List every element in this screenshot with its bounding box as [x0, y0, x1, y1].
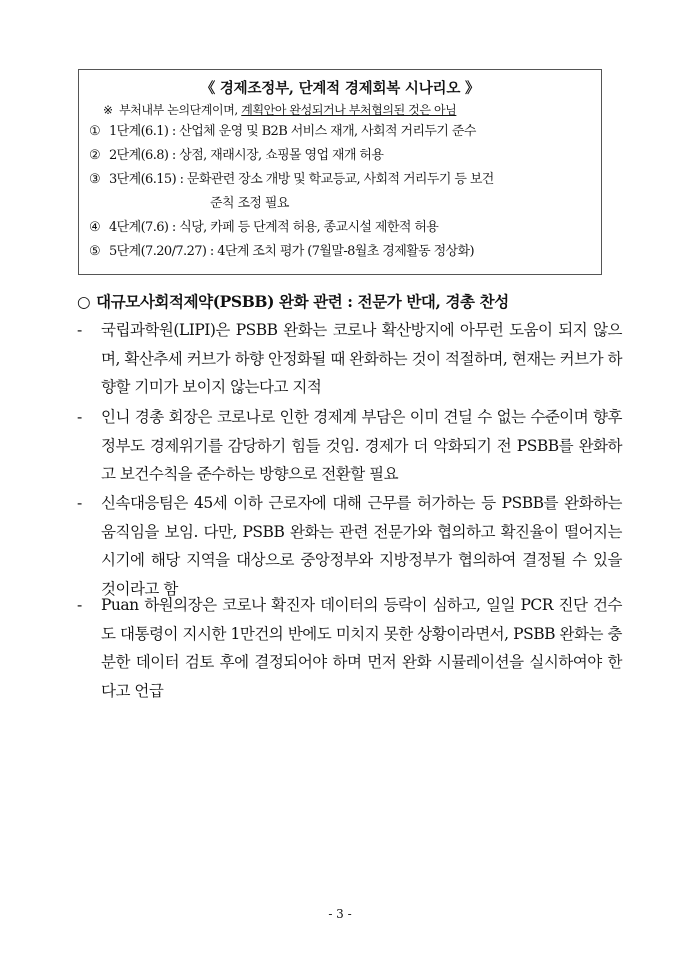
stage-item-3: [89, 168, 601, 192]
note-underlined-text: 계획안아 완성되거나 부처협의된 것은 아님: [241, 103, 457, 117]
bullet-text: 인니 경총 회장은 코로나로 인한 경제계 부담은 이미 견딜 수 없는 수준이며 향후 정부도 경제위기를 감당하기 힘들 것임. 경제가 더 악화되기 전 PSBB를 완화하고 보건수칙을 준수하는 방향으로 전환할 필요: [101, 408, 622, 483]
bullet-item: [77, 591, 622, 705]
bullet-text: 국립과학원(LIPI)은 PSBB 완화는 코로나 확산방지에 아무런 도움이 되지 않으며, 확산추세 커브가 하향 안정화될 때 완화하는 것이 적절하며, 현재는 커브가 하향할 기미가 보이지 않는다고 지적: [101, 321, 622, 396]
scenario-box-note: [103, 100, 601, 120]
stage-number: ①: [89, 124, 101, 139]
stage-item-5: [89, 240, 601, 264]
note-plain-text: 부처내부 논의단계이며,: [119, 103, 238, 117]
stage-text: 2단계(6.8) : 상점, 재래시장, 쇼핑몰 영업 재개 허용: [109, 148, 384, 163]
bullet-text: 신속대응팀은 45세 이하 근로자에 대해 근무를 허가하는 등 PSBB를 완화하는 움직임을 보임. 다만, PSBB 완화는 관련 전문가와 협의하고 확진율이 떨어지는 시기에 해당 지역을 대상으로 중앙정부와 지방정부가 협의하여 결정될 수 있을 것이라고 함: [101, 494, 622, 598]
stage-item-1: [89, 120, 601, 144]
scenario-box: [78, 69, 602, 275]
section-heading-text: 대규모사회적제약(PSBB) 완화 관련 : 전문가 반대, 경총 찬성: [96, 292, 509, 311]
section-heading: [77, 289, 617, 315]
bullet-dash: -: [77, 408, 82, 426]
stage-number: ⑤: [89, 244, 101, 259]
stage-number: ④: [89, 220, 101, 235]
bullet-item: [77, 316, 622, 402]
stage-text: 1단계(6.1) : 산업체 운영 및 B2B 서비스 재개, 사회적 거리두기 준수: [109, 124, 476, 139]
bullet-dash: -: [77, 321, 82, 339]
stage-number: ③: [89, 172, 101, 187]
bullet-dash: -: [77, 596, 82, 614]
bullet-item: [77, 489, 622, 603]
page-number: - 3 -: [328, 907, 352, 921]
note-mark: ※: [103, 103, 113, 117]
stage-item-2: [89, 144, 601, 168]
bullet-item: [77, 403, 622, 489]
stage-item-4: [89, 216, 601, 240]
stage-item-3-continuation: 준칙 조정 필요: [210, 196, 289, 211]
section-marker: ○: [77, 293, 91, 311]
stage-text: 3단계(6.15) : 문화관련 장소 개방 및 학교등교, 사회적 거리두기 등 보건: [109, 172, 494, 187]
stage-number: ②: [89, 148, 101, 163]
stage-text: 4단계(7.6) : 식당, 카페 등 단계적 허용, 종교시설 제한적 허용: [109, 220, 439, 235]
bullet-dash: -: [77, 494, 82, 512]
stage-text: 5단계(7.20/7.27) : 4단계 조치 평가 (7월말-8월초 경제활동 정상화): [109, 244, 474, 259]
scenario-box-title: 《 경제조정부, 단계적 경제회복 시나리오 》: [200, 80, 480, 97]
bullet-text: Puan 하원의장은 코로나 확진자 데이터의 등락이 심하고, 일일 PCR 진단 건수도 대통령이 지시한 1만건의 반에도 미치지 못한 상황이라면서, PSBB 완화는 충분한 데이터 검토 후에 결정되어야 하며 먼저 완화 시뮬레이션을 실시하여야 한다고 언급: [101, 596, 622, 700]
